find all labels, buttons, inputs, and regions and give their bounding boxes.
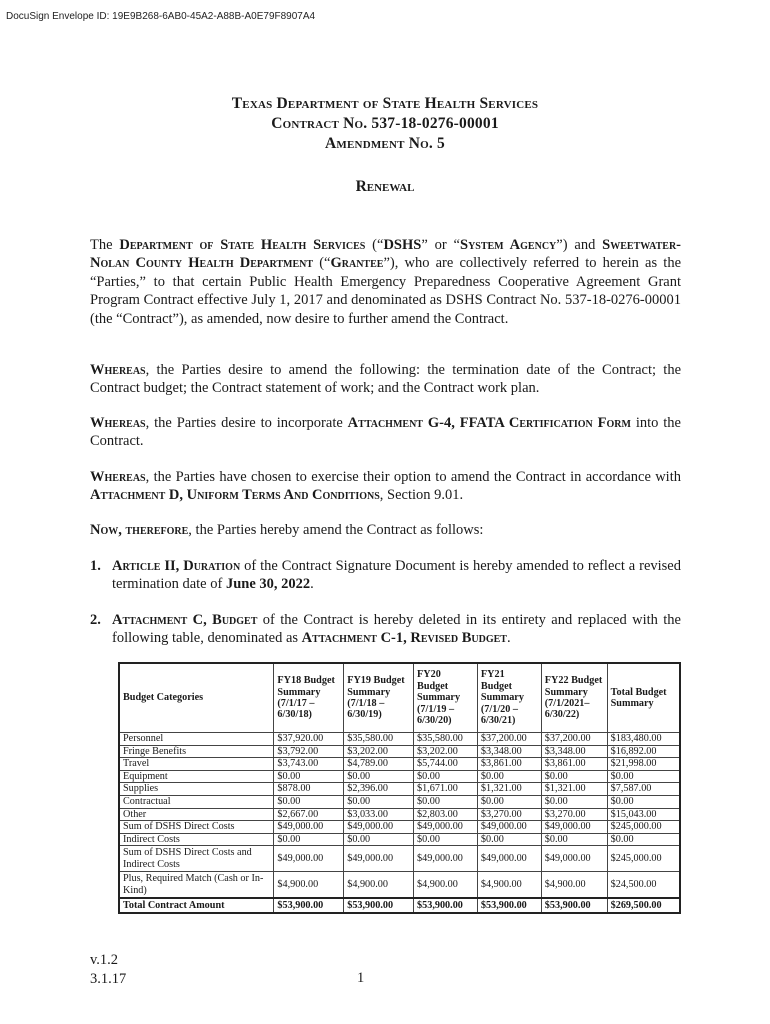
amount-cell: $7,587.00 bbox=[607, 783, 680, 796]
amount-cell: $3,270.00 bbox=[541, 808, 607, 821]
amount-cell: $49,000.00 bbox=[477, 846, 541, 872]
amount-cell: $4,789.00 bbox=[344, 758, 414, 771]
amount-cell: $0.00 bbox=[414, 795, 478, 808]
whereas-lead: Whereas bbox=[90, 469, 146, 485]
now-therefore-paragraph: Now, therefore, the Parties hereby amend the Contract as follows: bbox=[90, 522, 484, 538]
amount-cell: $0.00 bbox=[414, 833, 478, 846]
amount-cell: $49,000.00 bbox=[274, 821, 344, 834]
amount-cell: $5,744.00 bbox=[414, 758, 478, 771]
amount-cell: $3,270.00 bbox=[477, 808, 541, 821]
total-label: Total Contract Amount bbox=[119, 898, 274, 913]
amount-cell: $3,348.00 bbox=[541, 745, 607, 758]
amount-cell: $1,321.00 bbox=[541, 783, 607, 796]
whereas-paragraph-1: Whereas, the Parties desire to amend the following: the termination date of the Contract; the Contract budget; the Contract statement of work; and the Contract work plan. bbox=[90, 362, 681, 397]
total-amount-cell: $269,500.00 bbox=[607, 898, 680, 913]
table-row bbox=[119, 872, 680, 899]
attachment-d: Attachment D, Uniform Terms And Conditions bbox=[90, 487, 380, 504]
amount-cell: $0.00 bbox=[477, 795, 541, 808]
amount-cell: $0.00 bbox=[344, 833, 414, 846]
version-number: v.1.2 bbox=[90, 952, 119, 968]
article-ii-duration: Article II, Duration bbox=[112, 558, 241, 574]
category-cell: Sum of DSHS Direct Costs and Indirect Costs bbox=[119, 846, 274, 872]
amount-cell: $35,580.00 bbox=[344, 733, 414, 746]
amount-cell: $0.00 bbox=[541, 770, 607, 783]
amount-cell: $0.00 bbox=[607, 770, 680, 783]
amount-cell: $37,920.00 bbox=[274, 733, 344, 746]
whereas-lead: Whereas bbox=[90, 415, 146, 431]
amount-cell: $49,000.00 bbox=[541, 846, 607, 872]
amount-cell: $49,000.00 bbox=[274, 846, 344, 872]
amount-cell: $3,792.00 bbox=[274, 745, 344, 758]
whereas-lead: Whereas bbox=[90, 362, 146, 378]
table-row bbox=[119, 745, 680, 758]
header-cell: FY18 Budget Summary (7/1/17 – 6/30/18) bbox=[274, 663, 344, 733]
header-cell: Budget Categories bbox=[119, 663, 274, 733]
attachment-c1-revised-budget: Attachment C-1, Revised Budget bbox=[301, 630, 507, 647]
system-agency: System Agency bbox=[460, 237, 557, 253]
amount-cell: $878.00 bbox=[274, 783, 344, 796]
budget-table-header bbox=[119, 663, 680, 733]
table-row bbox=[119, 821, 680, 834]
amount-cell: $0.00 bbox=[274, 795, 344, 808]
amount-cell: $3,348.00 bbox=[477, 745, 541, 758]
title-agency: Texas Department of State Health Services bbox=[231, 95, 539, 112]
amount-cell: $1,321.00 bbox=[477, 783, 541, 796]
amount-cell: $49,000.00 bbox=[477, 821, 541, 834]
dshs-abbr: DSHS bbox=[383, 237, 422, 253]
amount-cell: $4,900.00 bbox=[477, 872, 541, 899]
category-cell: Contractual bbox=[119, 795, 274, 808]
category-cell: Personnel bbox=[119, 733, 274, 746]
item-number: 1. bbox=[90, 558, 101, 574]
whereas-paragraph-2: Whereas, the Parties desire to incorporate Attachment G-4, FFATA Certification Form into the Contract. bbox=[90, 415, 681, 450]
amount-cell: $245,000.00 bbox=[607, 821, 680, 834]
amount-cell: $15,043.00 bbox=[607, 808, 680, 821]
amount-cell: $2,396.00 bbox=[344, 783, 414, 796]
amount-cell: $49,000.00 bbox=[414, 821, 478, 834]
table-row bbox=[119, 808, 680, 821]
document-title bbox=[0, 94, 770, 154]
footer-version bbox=[90, 951, 126, 989]
attachment-c-budget: Attachment C, Budget bbox=[112, 612, 258, 628]
total-amount-cell: $53,900.00 bbox=[274, 898, 344, 913]
amount-cell: $0.00 bbox=[607, 795, 680, 808]
header-cell: FY19 Budget Summary (7/1/18 – 6/30/19) bbox=[344, 663, 414, 733]
category-cell: Fringe Benefits bbox=[119, 745, 274, 758]
amount-cell: $49,000.00 bbox=[414, 846, 478, 872]
header-cell: FY22 Budget Summary (7/1/2021– 6/30/22) bbox=[541, 663, 607, 733]
title-contract-number: Contract No. 537-18-0276-00001 bbox=[271, 115, 499, 132]
title-amendment-number: Amendment No. 5 bbox=[325, 135, 445, 152]
total-row bbox=[119, 898, 680, 913]
category-cell: Plus, Required Match (Cash or In-Kind) bbox=[119, 872, 274, 899]
version-date: 3.1.17 bbox=[90, 971, 127, 987]
table-row bbox=[119, 770, 680, 783]
amount-cell: $0.00 bbox=[541, 833, 607, 846]
attachment-g4: Attachment G-4, FFATA Certification Form bbox=[347, 415, 631, 431]
amount-cell: $0.00 bbox=[344, 795, 414, 808]
amount-cell: $3,202.00 bbox=[344, 745, 414, 758]
amount-cell: $24,500.00 bbox=[607, 872, 680, 899]
amount-cell: $0.00 bbox=[607, 833, 680, 846]
amount-cell: $49,000.00 bbox=[541, 821, 607, 834]
amount-cell: $0.00 bbox=[477, 770, 541, 783]
amount-cell: $3,861.00 bbox=[477, 758, 541, 771]
amount-cell: $0.00 bbox=[274, 833, 344, 846]
amendment-item-2: 2. Attachment C, Budget of the Contract is hereby deleted in its entirety and replaced with the following table, denominated as Attachment C-1, Revised Budget. bbox=[90, 612, 681, 647]
total-amount-cell: $53,900.00 bbox=[541, 898, 607, 913]
docusign-envelope-id: DocuSign Envelope ID: 19E9B268-6AB0-45A2-A88B-A0E79F8907A4 bbox=[6, 11, 316, 22]
amount-cell: $2,803.00 bbox=[414, 808, 478, 821]
amount-cell: $1,671.00 bbox=[414, 783, 478, 796]
amount-cell: $183,480.00 bbox=[607, 733, 680, 746]
amount-cell: $3,202.00 bbox=[414, 745, 478, 758]
table-row bbox=[119, 733, 680, 746]
amount-cell: $0.00 bbox=[414, 770, 478, 783]
amendment-item-1: 1. Article II, Duration of the Contract Signature Document is hereby amended to reflect a revised termination date of June 30, 2022. bbox=[90, 558, 681, 593]
amount-cell: $3,743.00 bbox=[274, 758, 344, 771]
grantee-term: Grantee bbox=[330, 255, 384, 272]
amount-cell: $0.00 bbox=[477, 833, 541, 846]
amount-cell: $0.00 bbox=[344, 770, 414, 783]
amount-cell: $0.00 bbox=[541, 795, 607, 808]
dshs-full-name: Department of State Health Services bbox=[119, 237, 366, 253]
item-number: 2. bbox=[90, 612, 101, 628]
table-row bbox=[119, 846, 680, 872]
grantee-full-name: Sweetwater-Nolan County Health Department bbox=[90, 237, 682, 272]
category-cell: Indirect Costs bbox=[119, 833, 274, 846]
termination-date: June 30, 2022 bbox=[225, 576, 311, 593]
amount-cell: $16,892.00 bbox=[607, 745, 680, 758]
amount-cell: $4,900.00 bbox=[541, 872, 607, 899]
header-cell: FY20 Budget Summary (7/1/19 – 6/30/20) bbox=[414, 663, 478, 733]
category-cell: Travel bbox=[119, 758, 274, 771]
table-row bbox=[119, 783, 680, 796]
total-amount-cell: $53,900.00 bbox=[414, 898, 478, 913]
total-amount-cell: $53,900.00 bbox=[477, 898, 541, 913]
category-cell: Sum of DSHS Direct Costs bbox=[119, 821, 274, 834]
amount-cell: $4,900.00 bbox=[344, 872, 414, 899]
amount-cell: $3,861.00 bbox=[541, 758, 607, 771]
header-cell: FY21 Budget Summary (7/1/20 – 6/30/21) bbox=[477, 663, 541, 733]
now-therefore-lead: Now, therefore bbox=[90, 522, 189, 538]
amount-cell: $245,000.00 bbox=[607, 846, 680, 872]
amount-cell: $37,200.00 bbox=[477, 733, 541, 746]
category-cell: Supplies bbox=[119, 783, 274, 796]
amount-cell: $3,033.00 bbox=[344, 808, 414, 821]
amount-cell: $4,900.00 bbox=[274, 872, 344, 899]
amount-cell: $2,667.00 bbox=[274, 808, 344, 821]
total-amount-cell: $53,900.00 bbox=[344, 898, 414, 913]
amount-cell: $4,900.00 bbox=[414, 872, 478, 899]
intro-paragraph: The Department of State Health Services (“DSHS” or “System Agency”) and Sweetwater-Nolan County Health Department (“Grantee”), who are collectively referred to herein as the “Parties,” to that certain Public Health Emergency Preparedness Cooperative Agreement Grant Program Contract effective July 1, 2017 and denominated as DSHS Contract No. 537-18-0276-00001 (the “Contract”), as amended, now desire to further amend the Contract. bbox=[90, 237, 682, 327]
amount-cell: $0.00 bbox=[274, 770, 344, 783]
table-row bbox=[119, 758, 680, 771]
amount-cell: $49,000.00 bbox=[344, 846, 414, 872]
budget-table bbox=[118, 662, 681, 914]
category-cell: Equipment bbox=[119, 770, 274, 783]
whereas-paragraph-3: Whereas, the Parties have chosen to exercise their option to amend the Contract in accordance with Attachment D, Uniform Terms And Conditions, Section 9.01. bbox=[90, 469, 681, 504]
renewal-heading: Renewal bbox=[355, 178, 415, 195]
category-cell: Other bbox=[119, 808, 274, 821]
table-row bbox=[119, 833, 680, 846]
page-number: 1 bbox=[357, 970, 365, 986]
amount-cell: $21,998.00 bbox=[607, 758, 680, 771]
amount-cell: $35,580.00 bbox=[414, 733, 478, 746]
amount-cell: $37,200.00 bbox=[541, 733, 607, 746]
amount-cell: $49,000.00 bbox=[344, 821, 414, 834]
table-row bbox=[119, 795, 680, 808]
header-cell: Total Budget Summary bbox=[607, 663, 680, 733]
